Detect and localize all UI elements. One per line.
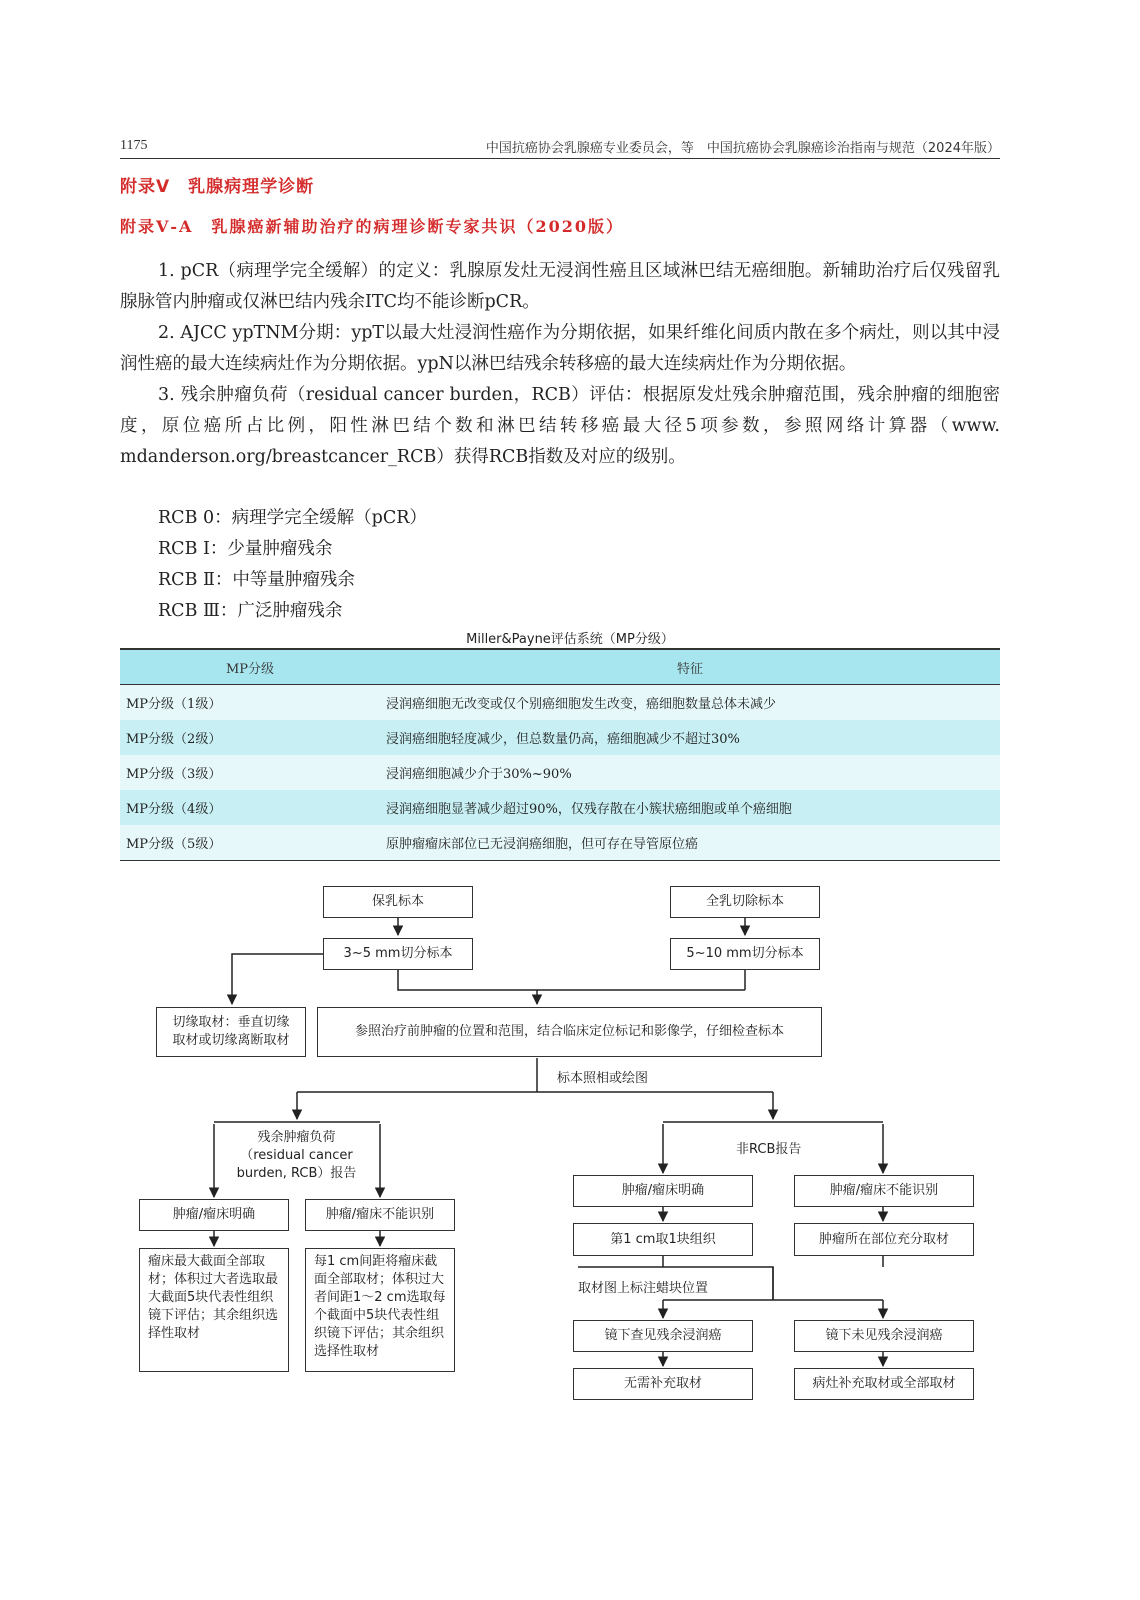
table-cell-grade: MP分级（1级） (120, 685, 380, 721)
box-no-extra-sampling: 无需补充取材 (573, 1368, 753, 1400)
box-reference-check: 参照治疗前肿瘤的位置和范围，结合临床定位标记和影像学，仔细检查标本 (317, 1007, 822, 1057)
table-cell-feature: 浸润癌细胞显著减少超过90%，仅残存散在小簇状癌细胞或单个癌细胞 (380, 790, 1000, 825)
paragraph-ajcc: 2. AJCC ypTNM分期：ypT以最大灶浸润性癌作为分期依据，如果纤维化间质内散在多个病灶，则以其中浸润性癌的最大连续病灶作为分期依据。ypN以淋巴结残余转移癌的最大连续病灶作为分期依据。 (120, 323, 1000, 374)
box-first-cm: 第1 cm取1块组织 (573, 1223, 753, 1256)
rcb-level-3: RCB Ⅲ：广泛肿瘤残余 (158, 601, 343, 621)
box-detail-unclear: 每1 cm间距将瘤床截面全部取材；体积过大者间距1～2 cm选取每个截面中5块代表性组织镜下评估；其余组织选择性取材 (305, 1248, 455, 1372)
table-cell-grade: MP分级（2级） (120, 720, 380, 755)
table-header-mp: MP分级 (120, 649, 380, 685)
box-mastectomy: 全乳切除标本 (670, 886, 820, 918)
box-slice-5-10mm: 5~10 mm切分标本 (670, 938, 820, 970)
box-extra-sampling: 病灶补充取材或全部取材 (794, 1368, 974, 1400)
box-tumor-unclear-left: 肿瘤/瘤床不能识别 (305, 1199, 455, 1231)
box-tumor-clear-left: 肿瘤/瘤床明确 (139, 1199, 289, 1231)
label-mark-wax-block: 取材图上标注蜡块位置 (578, 1281, 709, 1296)
rcb-report-line2: （residual cancer (240, 1148, 353, 1163)
rcb-report-line3: burden, RCB）报告 (236, 1166, 357, 1181)
label-non-rcb-report: 非RCB报告 (736, 1142, 802, 1157)
box-full-sampling: 肿瘤所在部位充分取材 (794, 1223, 974, 1256)
box-residual-seen: 镜下查见残余浸润癌 (573, 1320, 753, 1352)
rcb-level-1: RCB Ⅰ：少量肿瘤残余 (158, 539, 333, 559)
box-rcb-report (213, 1122, 380, 1190)
section-title: 附录Ⅴ 乳腺病理学诊断 (120, 177, 315, 197)
box-breast-conserving: 保乳标本 (323, 886, 473, 918)
page-number: 1175 (120, 138, 148, 153)
box-residual-not-seen: 镜下未见残余浸润癌 (794, 1320, 974, 1352)
box-slice-3-5mm: 3~5 mm切分标本 (323, 938, 473, 970)
table-cell-feature: 浸润癌细胞轻度减少，但总数量仍高，癌细胞减少不超过30% (380, 720, 1000, 755)
table-cell-grade: MP分级（4级） (120, 790, 380, 825)
table-cell-grade: MP分级（5级） (120, 825, 380, 861)
rcb-level-2: RCB Ⅱ：中等量肿瘤残余 (158, 570, 355, 590)
table-caption: Miller&Payne评估系统（MP分级） (466, 632, 674, 647)
box-tumor-unclear-right: 肿瘤/瘤床不能识别 (794, 1175, 974, 1207)
rcb-report-line1: 残余肿瘤负荷 (257, 1130, 336, 1145)
rcb-level-0: RCB 0：病理学完全缓解（pCR） (158, 508, 427, 528)
table-cell-feature: 原肿瘤瘤床部位已无浸润癌细胞，但可存在导管原位癌 (380, 825, 1000, 861)
label-photo-drawing: 标本照相或绘图 (557, 1071, 649, 1086)
margin-sampling-line2: 取材或切缘离断取材 (172, 1033, 290, 1048)
subsection-title: 附录Ⅴ-A 乳腺癌新辅助治疗的病理诊断专家共识（2020版） (120, 217, 625, 236)
margin-sampling-line1: 切缘取材：垂直切缘 (172, 1015, 290, 1030)
box-margin-sampling (156, 1007, 306, 1057)
box-tumor-clear-right: 肿瘤/瘤床明确 (573, 1175, 753, 1207)
paragraph-pcr: 1. pCR（病理学完全缓解）的定义：乳腺原发灶无浸润性癌且区域淋巴结无癌细胞。新辅助治疗后仅残留乳腺脉管内肿瘤或仅淋巴结内残余ITC均不能诊断pCR。 (120, 261, 1000, 312)
running-title: 中国抗癌协会乳腺癌专业委员会，等 中国抗癌协会乳腺癌诊治指南与规范（2024年版） (485, 141, 1000, 156)
table-cell-grade: MP分级（3级） (120, 755, 380, 790)
table-cell-feature: 浸润癌细胞减少介于30%~90% (380, 755, 1000, 790)
box-detail-clear: 瘤床最大截面全部取材；体积过大者选取最大截面5块代表性组织镜下评估；其余组织选择性取材 (139, 1248, 289, 1372)
table-header-feature: 特征 (380, 649, 1000, 685)
paragraph-rcb: 3. 残余肿瘤负荷（residual cancer burden，RCB）评估：根据原发灶残余肿瘤范围，残余肿瘤的细胞密度，原位癌所占比例，阳性淋巴结个数和淋巴结转移癌最大径5项参数，参照网络计算器（www. mdanderson.org/breastcancer_RCB）获得RCB指数及对应的级别。 (120, 385, 1000, 467)
table-cell-feature: 浸润癌细胞无改变或仅个别癌细胞发生改变，癌细胞数量总体未减少 (380, 685, 1000, 721)
